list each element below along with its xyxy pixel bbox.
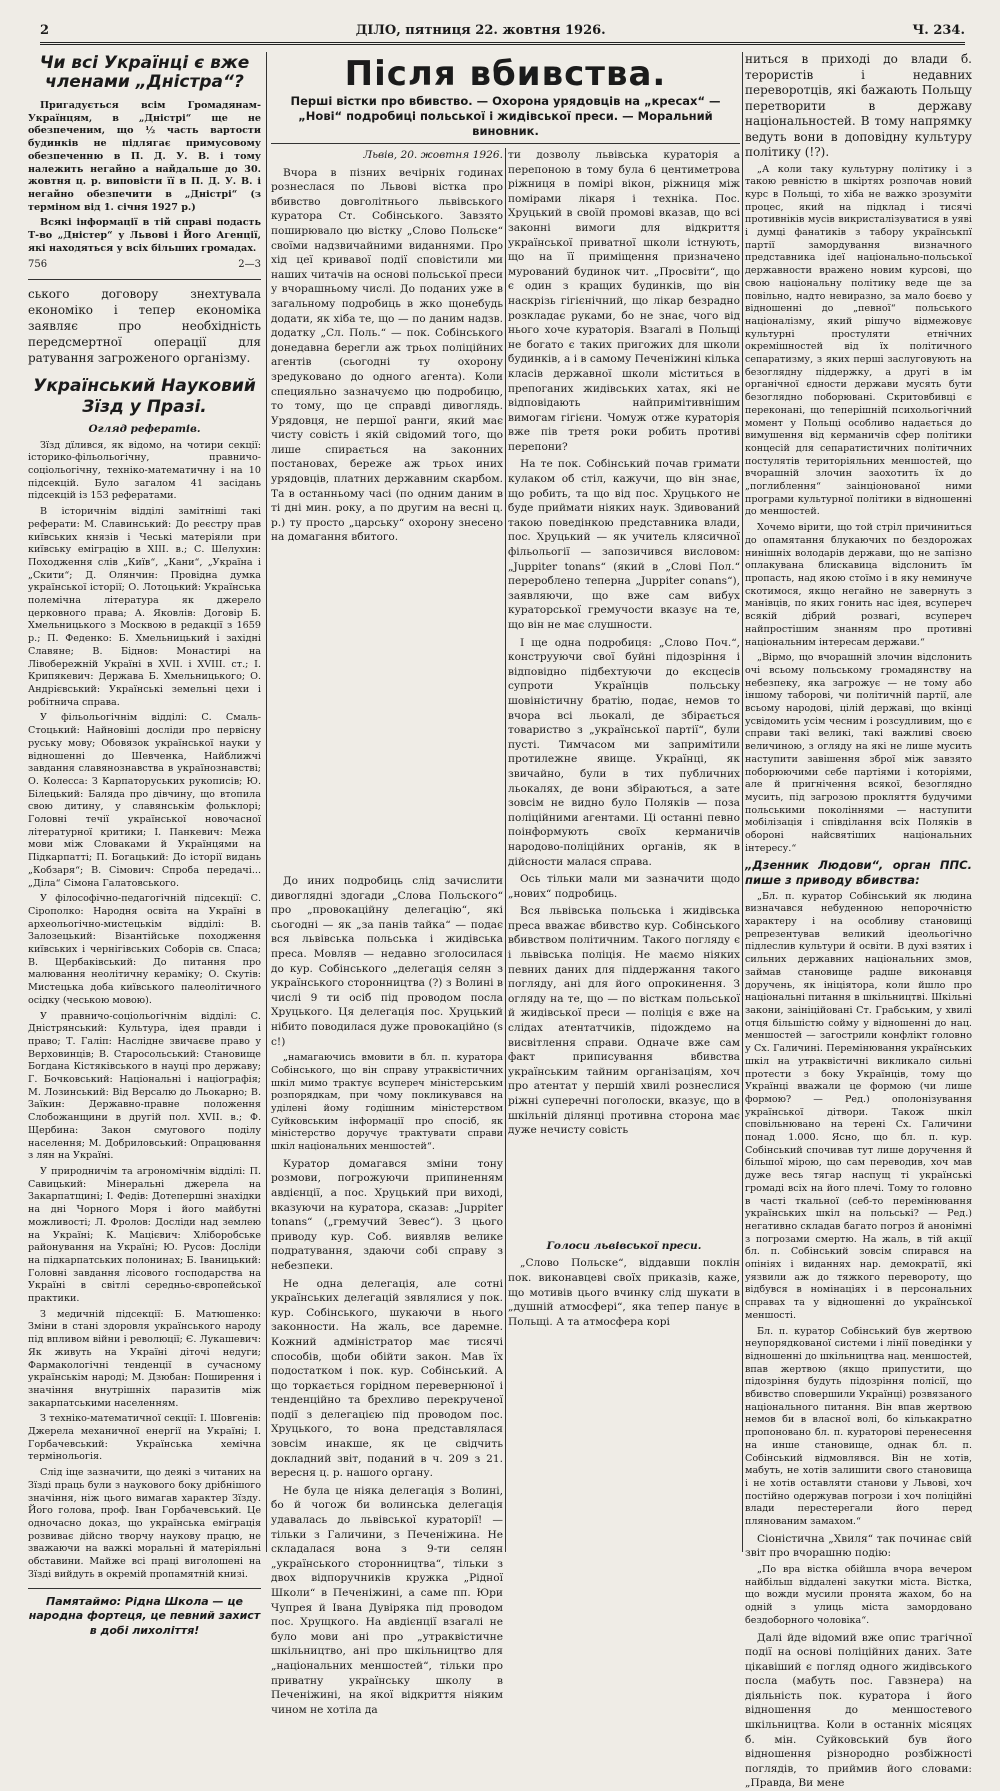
- column-3: [508, 148, 740, 1557]
- column-rule: [266, 52, 267, 1552]
- footer-slogan: Памятаймо: Рідна Школа — це народна фортеця, це певний захист в добі лихоліття!: [28, 1594, 261, 1637]
- paragraph: З техніко-математичної секції: І. Шовгенів: Джерела механичної енергії на Україні; І. Горбачевський: Українська хемічна термінольогія.: [28, 1413, 261, 1463]
- dnister-notice: Пригадується всім Громадянам-Українцям, в „Дністрі“ ще не обезпеченим, що ½ часть вартости будинків не підлягає примусовому обезпеченню в П. Д. У. В. і тому належить негайно а найдальше до 30. жовтня ц. р. виповісти її в П. Д. У. В. і негайно обезпечити в „Дністрі“ (з терміном від 1. січня 1927 р.): [28, 100, 261, 213]
- masthead: ДІЛО, пятниця 22. жовтня 1926.: [355, 22, 606, 38]
- ad-codes: [28, 258, 261, 273]
- congress-subhead: Огляд рефератів.: [88, 423, 201, 436]
- paragraph: „По вра вістка обійшла вчора вечером найбільш віддалені закутки міста. Вістка, що вожди мусили пронята жахом, бо на одній з улиць міста замордовано бездоборного чоловіка“.: [745, 1564, 972, 1626]
- quoted-note: „намагаючись вмовити в бл. п. куратора Собінського, що він справу утраквістичних шкіл мимо трактує всупереч міністерським розпорядкам, при чому покликувався на уділені йому годішним міністерством Суйковським інформації про спосіб, як міністерство доручує трактувати справи шкіл національних меншостей“.: [271, 1052, 503, 1153]
- column-1: [28, 52, 261, 1637]
- blank-space: [508, 1141, 740, 1239]
- paragraph: З медичній підсекції: Б. Матюшенко: Зміни в стані здоровля українського народу під впливом війни і революції; Є. Лукашевич: Як живуть на Україні діточі недуги; Фармакологічні тенденції в сучасному українськім народі; М. Дзюбан: Поширення і значіння внутрішніх паразитів між закарпатськими населенням.: [28, 1308, 261, 1409]
- divider: [28, 1588, 261, 1589]
- paragraph: На те пок. Собінський почав гримати кулаком об стіл, кажучи, що він знає, що робить, та що від пос. Хруцького не буде приймати ніяких наук. Здивований такою поведінкою представника влади, пос. Хруцький — як учитель клясичної фільольогії — запозичився висловом: „Juppiter tonans“ (який в „Слові Пол.“ перероблено теперна „Juppiter conans“), заявляючи, що вже сам вибух кураторської гремучости вказує на те, що він не має слушности.: [508, 458, 740, 631]
- paragraph: Вчора в пізних вечірніх годинах рознеслася по Львові вістка про вбивство довголітнього львівського куратора Ст. Собінського. Завзято поширювало цю вістку „Слово Польске“ своїми надзвичайними виданнями. Про хід цеї кривавої події сповістили ми наших читачів на основі польської преси у вчорашньому числі. До поданих уже в загальному подробиць в жко щонебудь додати, як хіба те, що — по даним надзв. додатку „Сл. Поль.“ — пок. Собінського донедавна берегли аж трьох поліційних агентів (сьогодні ту охорону зредуковано до одного агента). Коли специяльно зазначуємо цю подробицю, то тому, що це справді дивоглядь. Урядовця, не першої ранги, який має чисту совість і якій свідомий того, що лише спирається на законних постановах, береже аж трьох иних урядовців, платних державним скарбом. Та в останньому часі (по одним даним в ті дні мин. року, а по другим на весні ц. р.) ту просто „царську“ охорону знесено на домагання вбитого.: [271, 166, 503, 544]
- paragraph: ти дозволу львівська кураторія а перепоною в тому була 6 центиметрова ріжниця в помірі вікон, ріжниця між помірами лікаря і техніка. Пос. Хруцький в своїй промові вказав, що всі законні вимоги для відкриття української приватної школи істнують, що на її приміщення призначено мурований будинок чит. „Просвіти“, що є один з кращих будинків, що він наскрізь гігієнічний, що лікар безрадно розкладає руками, бо не знає, чого від нього хоче кураторія. Взагалі в Польщі не богато є таких пригожих для школи будинків, а і в самому Печеніжині кілька класів державної школи міститься в препоганих жидівських хатах, які не відповідають найпримітивнішим вимогам гігієни. Чомуж отже кураторія вже пів третя роки робить противі перепони?: [508, 149, 740, 453]
- paragraph: У правничо-соціольогічнім відділі: С. Дністрянський: Культура, ідея правди і право; Т. Галіп: Наслідне звичаєве право у Верховинців; В. Старосольський: Становище Богдана Кістяківського в науці про державу; Г. Бочковський: Національні і націографія; М. Лозинський: Від Версалю до Льокарно; В. Заїкин: Державно-правне положення Слобожанщини в другій пол. XVII. в.; Ф. Щербина: Закон смугового поділу населення; М. Добриловський: Опрацювання з лян на Україні.: [28, 1010, 261, 1162]
- paragraph: „Бл. п. куратор Собінський як людина визначався небуденною непорочністю характеру і на особливу становищі репрезентував великий ідеольогічно підлеслив культури й освіти. В духі взятих і сильних державних національних змов, займав становище радше виконавця доручень, як ініціятора, коли йшло про національні питання в шкільництві. Шкільні закони, заініційовані Ст. Грабським, у хвилі отця більшістю сойму у відношенні до нац. меншостей — загострили конфлікт головно у Сх. Галичині. Перемінювання українських шкіл на утраквістичні викликало сильні протести з боку Українців, тому що Українці вважали це формою (чи лише формою? — Ред.) ополонізування української дітвори. Також шкіл сповільнювано на терені Сх. Галичини понад 1.000. Ясно, що бл. п. кур. Собінський спочивав тут лише доручення й більшої мірою, що сам переводив, хоч мав дуже весь тягар наспущ ті українські громаді всіх на його плечі. Тому то головно в часті ткальної (себ-то перемінювання українських шкіл на польські? — Ред.) негативно складав багато погроз й анонімні з погрозами смертю. На жаль, в тій акції бл. п. Собінський зовсім спирався на опініях і виданнях нар. демократії, які уязвили аж до тяжкого перевороту, що відбувся в номінаціях і в персональних справах та у відношенні до української меншості.: [745, 890, 972, 1321]
- paragraph: Слід іще зазначити, що деякі з читаних на Зїзді праць були з наукового боку дрібнішого значіння, ніж цього вимагав характер Зїзду. Його голова, проф. Іван Горбачевський. Це одночасно доказ, що українська еміграція розвиває дійсно творчу наукову працю, не зважаючи на важкі моральні й матеріяльні обставини. Майже всі праці виголошені на Зїзді вийдуть в окремій пропамятній книзі.: [28, 1467, 261, 1580]
- paragraph: Далі йде відомий вже опис трагічної події на основі поліційних даних. Зате цікавіший є погляд одного жидівського посла (мабуть пос. Гавзнера) на діяльність пок. куратора і його відношення до меншостевого шкільництва. Коли в останніх місяцях б. мін. Суйковський був його відношення різнородно розбіжності поглядів, то приймив його словами: „Правда, Ви мене: [745, 1631, 972, 1790]
- paragraph: У фільольогічнім відділі: С. Смаль-Стоцький: Найновіші досліди про первісну руську мову; Обовязок української науки у відношенні до Шевченка, Найближчі завдання славянознавства в українознавстві; О. Колесса: З Карпаторуських рукописів; Ю. Білецький: Баляда про дівчину, що втопила свою дитину, у славянськім фольклорі; Головні течії української новочасної літературної критики; І. Панкевич: Межа мови між Словаками й Українцями на Підкарпатті; П. Богацький: До історії видань „Кобзаря“; В. Сімович: Спроба передачі... „Діла“ Сімона Галатовського.: [28, 712, 261, 889]
- page-number: 2: [40, 22, 50, 38]
- congress-heading: Український Науковий Зїзд у Празі.: [33, 376, 256, 418]
- page-header: [40, 18, 965, 45]
- paragraph: Зїзд дїлився, як відомо, на чотири секції: історико-фільольогічну, правничо-соціольогічну, техніко-математичну і на 10 підсекцій. Було загалом 41 засідань підсекцій із 153 рефератами.: [28, 439, 261, 502]
- main-deck: Перші вістки про вбивство. — Охорона урядовців на „кресах“ — „Нові“ подробиці польської і жидівської преси. — Моральний виновник.: [271, 94, 740, 144]
- issue-number: Ч. 234.: [912, 22, 965, 38]
- dnister-notice-2: Всякі інформації в тій справі подасть Т-во „Дністер“ у Львові і Його Агенції, які находяться у всіх більших громадах.: [28, 217, 261, 254]
- paragraph: „А коли таку культурну політику і з такою ревністю в шкіртях розпочав новий курс в Польщі, то хіба не важко зрозуміти процес, який на підклад і тисячі противніків мусів викристалізуватися в уяві і думці фанатиків з табору українськпї партії замордування визначного представника ідеї національно-польської державности вражено новим курсові, що свою національну політику веде ще за повільно, надто невиразно, за мало боєво у відношенні до „певної“ польського націоналізму, який рішучо відмежовує культурні простуляти етнічних окремішностей від їх політичного сепаратизму, з яких перші заслуговують на безоглядну піддержку, а другі в ім органічної єдности держави мусять бути безоглядно поборювані. Скритовбивці є переконані, що теперішній психольогічний момент у Польщі особливо надається до вимушення від керманичів сфер політики концесій для сепаратистичних політичних постулятів територіяльних меншостей, що вчорашній злочин заохотить їх до „поглиблення“ заінціонованої ними програми культурної політики в відношенні до меншостей.: [745, 163, 972, 518]
- press-voices-heading: Голоси львівської преси.: [546, 1239, 702, 1252]
- paragraph: Бл. п. куратор Собінський був жертвою неупорядкованої системи і лінії поведінки у відношенні до шкільництва нац. меншостей, впав жертвою (якщо припустити, що підозріння будуть підозріння полісії, що вбивство сповершили Українці) розвязаного національного питання. Він впав жертвою немов би в власної волі, бо кількакратно пропоновано бл. п. кураторові перенесення на инше становище, однак бл. п. Собінський відмовлявся. Він не хотів, мабуть, не хотів залишити свого становища і не хотів оставляти станови у Львові, хоч постійно одержував погрози і хоч поліційні влади перестерегали його перед плянованим замахом.“: [745, 1325, 972, 1528]
- paragraph: Не була це ніяка делегація з Волині, бо й чогож би волинська делегація удавалась до львівської кураторії! — тільки з Галичини, з Печеніжина. Не складалася вона з 9-ти селян „українського сторонництва“, тільки з двох відпоручників кружка „Рідної Школи“ в Печеніжині, а саме пп. Юри Чупрея й Івана Дувіряка під проводом пос. Хрущкого. На авдієнції взагалі не було мови ані про „утраквістичне шкільництво, ані про шкільництво для „національних меншостей“, тільки про приватну українську школу в Печеніжині, на якої відкриття ніяким чином не хотіла да: [271, 1484, 503, 1716]
- paragraph: У філософічно-педагогічній підсекції: С. Сірополко: Народня освіта на Україні в археольогічно-мистецькім відділі: В. Залозецький: Візантійське походження київських і чернігівських Соборів св. Спаса; В. Щербаківський: До питання про малювання неолітичну кераміку; О. Скутів: Мистецька доба київського палеолітичного осідку (чеською мовою).: [28, 893, 261, 1006]
- paragraph: Куратор домагався зміни тону розмови, погрожуючи припиненням авдієнції, а пос. Хруцький при виході, вказуючи на куратора, сказав: „Juppiter tonans“ („гремучий Зевес“). З цього приводу кур. Соб. виявляв велике подратування, здаючи собі справу з небезпеки.: [271, 1157, 503, 1272]
- dnister-title: Чи всі Українці є вже членами „Дністра“?: [39, 53, 250, 92]
- paragraph: „Слово Польске“, віддавши поклін пок. виконавцеві своїх приказів, каже, що мотивів цього вчинку слід шукати в „душній атмосфері“, яка тепер панує в Польщі. А та атмосфера корі: [508, 1257, 740, 1328]
- paragraph: В історичнім відділі замітніші такі реферати: М. Славинський: До реєстру прав київських князів і Чеські матеріяли при київську еміграцію в XIII. в.; С. Шелухин: Походження слів „Київ“, „Кани“, „Україна і „Скити“; Д. Олянчин: Провідна думка української історії; О. Лотоцький: Українська полемічна література як джерело церковного права; А. Яковлів: Договір Б. Хмельницького з Москвою в редакції з 1659 р.; П. Феденко: Б. Хмельницький і західні Славяне; В. Біднов: Монастирі на Лівобережній Україні в XVII. і XVIII. ст.; І. Крипякевич: Держава Б. Хмельницького; О. Андрієвський: Українські земельні цехи і робітнича справа.: [28, 506, 261, 708]
- paragraph: Сіоністична „Хвиля“ так починає свій звіт про вчорашню подію:: [745, 1532, 972, 1560]
- main-headline: Після вбивства.: [344, 54, 667, 94]
- paragraph: У природничім та агрономічнім відділі: П. Савицький: Мінеральні джерела на Закарпатщині; І. Федів: Дотепершні знахідки на дні Чорного Моря і його майбутні можливості; Л. Фролов: Досліди над землею на Україні; К. Мацієвич: Хліборобське районування на Україні; Ю. Русов: Досліди на підкарпатських полонинах; Б. Іваницький: Головні завдання лісового господарства на Україні в світлі середньо-європейської практики.: [28, 1166, 261, 1305]
- paragraph: Хочемо вірити, що той стріл причиниться до опамятання блукаючих по бездорожах нинішніх володарів держави, що не запізно оплакувана блискавица відслонить їм пропасть, над якою стоїмо і в яку неминуче скотимося, якщо негайно не завернуть з манівців, по яких гонить нас ідея, всупереч всякій дібрий розвагі, всупереч найпростішим знанням про противні національним інтересам держави.“: [745, 522, 972, 648]
- dziennik-heading: „Дзенник Людови“, орган ППС. пише з приводу вбивства:: [745, 858, 972, 888]
- paragraph: Вся львівська польська і жидівська преса вважає вбивство кур. Собінського вбивством політичним. Такого погляду є і львівська поліція. Не маємо ніяких певних даних для піддержання такого погляду, ані для його опрокинення. З огляду на те, що — по вісткам польської й жидівської преси — поліція є вже на слідах атентатчиків, підождемо на висвітлення справи. Одначе вже сам факт приписування вбивства українським тайним організаціям, хоч про атентат у першій хвилі рознеслися ріжні суперечні поголоски, вказує, що в шкільній ділянці противна сторона має дуже нечисту совість: [508, 905, 740, 1137]
- column-rule: [742, 52, 743, 1552]
- paragraph: Ось тільки мали ми зазначити щодо „нових“ подробиць.: [508, 873, 740, 900]
- column-rule: [505, 148, 506, 1552]
- continuation-text: ського договору знехтувала економіко і тепер економіка заявляє про необхідність передсмертної операції для ратування загроженого організму.: [28, 287, 261, 366]
- column-2: [271, 148, 503, 1716]
- paragraph: ниться в приході до влади б. терористів і недавних переворотців, які бажають Польщу перетворити в державу національностей. В тому напрямку ведуть вони в доповідну культуру політику (!?).: [745, 52, 972, 159]
- ad-code-2: 2—3: [238, 259, 261, 271]
- paragraph: І ще одна подробиця: „Слово Поч.“, конструуючи свої буйні підозріння і відповідно підбехтуючи до ексцесів супроти Українців польську шовіністичну братію, подає, немов то вчора всі льокалі, де збірається товариство з „української партії“, були пусті. Тимчасом ми запримітили протилежне явище. Українці, як звичайно, були в тих публичних льокалях, де вони збіраються, а зате зовсім не видно було Поляків — поза поліційними агентами. Ці останні певно поінформують своїх керманичів народово-поліційних органів, як в дійсности малася справа.: [508, 636, 740, 868]
- ad-code: 756: [28, 259, 48, 271]
- paragraph: Не одна делегація, але сотні українських делегацій зявлялися у пок. кур. Собінського, шукаючи в нього законности. На жаль, все даремне. Кожний адміністратор має тисячі способів, щоби обійти закон. Мав їх подостатком і пок. кур. Собінський. А що торкається горідном перевернюної і тенденційно та брехливо перекрученої події з делегацією під проводом пос. Хруцького, то вона представлялася зовсім инакше, як це свідчить докладний звіт, поданий в ч. 209 з 21. вересня ц. р. нашого органу.: [271, 1277, 503, 1480]
- paragraph: До иних подробиць слід зачислити дивоглядні здогади „Слова Польского“ про „провокаційну делегацію“, які сьогодні — як „за панів тайка“ — подає вся львівська польська і жидівська преса. Мовляв — недавно зголосилася до кур. Собінського „делегація селян з українського сторонництва (?) з Волині в числі 9 ти осіб під проводом посла Хруцького. Ця делегація пос. Хруцький нібито поводилася дуже провокаційно (s c!): [271, 875, 503, 1048]
- divider: [28, 279, 261, 280]
- dateline: Львів, 20. жовтня 1926.: [363, 149, 503, 161]
- paragraph: „Вірмо, що вчорашній злочин відслонить очі всьому польському громадянству на небезпеку, яка загрожує — не тому або іншому таборові, чи політичній партії, але всьому народові, цілій державі, що вкінці усвідомить усім чесним і розсудливим, що є справи такі великі, такі важливі своєю величиною, з огляду на які не лише мусить наступити завішення зброї між завзято поборюючими себе партіями і которіями, але й пригнічення всякої, безоглядно мусить, під загрозою прокляття будучими польськими поколіннями — наступити мобілізація і співділання всіх Поляків в обороні найсвятіших національних інтересу.“: [745, 652, 972, 854]
- blank-space: [271, 548, 503, 874]
- columns: [28, 52, 972, 1790]
- column-4: [745, 52, 972, 1790]
